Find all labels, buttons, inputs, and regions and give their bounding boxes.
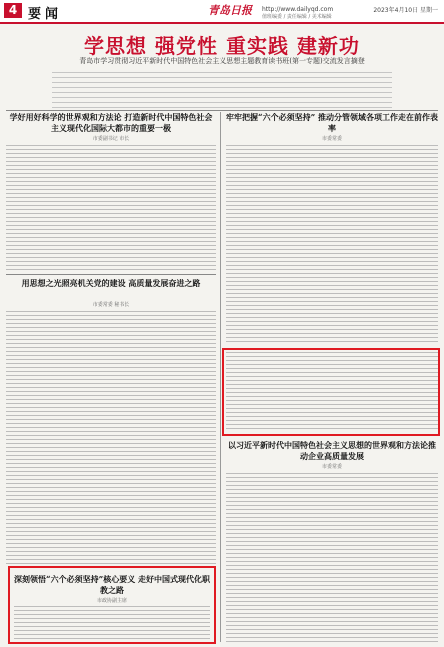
intro-paragraph — [52, 72, 392, 108]
page-number: 4 — [4, 3, 22, 18]
website-link[interactable]: http://www.dailyqd.com — [262, 6, 334, 13]
article-byline: 市委常委 秘书长 — [92, 302, 130, 308]
issue-date: 2023年4月10日 星期一 — [373, 7, 438, 14]
article-title[interactable]: 用思想之光照亮机关党的建设 高质量发展奋进之路 — [21, 278, 201, 288]
article-body — [226, 473, 438, 643]
article-byline: 市委副书记 市长 — [92, 136, 130, 142]
article-title[interactable]: 以习近平新时代中国特色社会主义思想的世界观和方法论推动企业高质量发展 — [228, 440, 436, 461]
divider — [6, 110, 438, 111]
article-body — [226, 145, 438, 345]
article-byline: 市政协副主席 — [96, 598, 127, 604]
feature-headline: 学思想 强党性 重实践 建新功 — [84, 34, 360, 58]
section-name: 要闻 — [28, 7, 63, 22]
article-byline: 市委常委 — [321, 136, 342, 142]
editor-credits: 值班编委 / 责任编辑 / 美术编辑 — [262, 14, 332, 20]
article-title[interactable]: 深刻领悟“六个必须坚持”核心要义 走好中国式现代化职教之路 — [14, 574, 210, 595]
article-body — [6, 145, 216, 273]
article-title[interactable]: 学好用好科学的世界观和方法论 打造新时代中国特色社会主义现代化国际大都市的重要一极 — [9, 112, 213, 133]
column-divider — [220, 112, 221, 642]
article-byline: 市委常委 — [321, 464, 342, 470]
feature-subhead: 青岛市学习贯彻习近平新时代中国特色社会主义思想主题教育读书班(第一专题)交流发言摘登 — [79, 57, 365, 65]
article-body — [14, 606, 210, 640]
divider — [6, 274, 216, 275]
masthead — [0, 0, 444, 24]
article-body — [6, 311, 216, 567]
newspaper-logo: 青岛日报 — [208, 4, 252, 17]
article-title[interactable]: 牢牢把握“六个必须坚持” 推动分管领域各项工作走在前作表率 — [226, 112, 438, 133]
highlight-box — [222, 348, 440, 436]
